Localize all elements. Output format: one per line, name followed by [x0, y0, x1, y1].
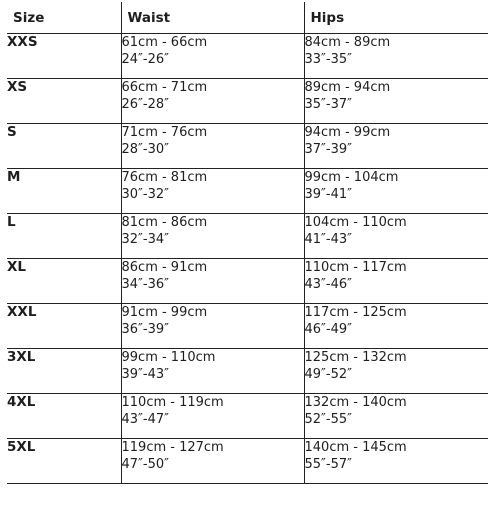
hips-cm: 84cm - 89cm [304, 34, 391, 50]
waist-cell [121, 438, 304, 483]
hips-in: 43″-46″ [304, 276, 352, 292]
table-row [7, 438, 488, 483]
hips-cm: 117cm - 125cm [304, 304, 407, 320]
size-cell: 5XL [7, 438, 121, 483]
waist-cell [121, 168, 304, 213]
size-cell: S [7, 123, 121, 168]
hips-in: 41″-43″ [304, 231, 352, 247]
hips-cm: 140cm - 145cm [304, 439, 407, 455]
waist-in: 47″-50″ [121, 456, 169, 472]
hips-cm: 104cm - 110cm [304, 214, 407, 230]
waist-cell [121, 33, 304, 78]
hips-in: 39″-41″ [304, 186, 352, 202]
waist-cm: 66cm - 71cm [121, 79, 208, 95]
waist-in: 43″-47″ [121, 411, 169, 427]
hips-in: 55″-57″ [304, 456, 352, 472]
waist-cell [121, 78, 304, 123]
header-size: Size [7, 2, 121, 33]
hips-in: 35″-37″ [304, 96, 352, 112]
size-cell: XXS [7, 33, 121, 78]
table-row [7, 168, 488, 213]
hips-in: 49″-52″ [304, 366, 352, 382]
hips-cell [304, 168, 488, 213]
hips-cell [304, 438, 488, 483]
size-chart-table [7, 2, 488, 484]
waist-cm: 71cm - 76cm [121, 124, 208, 140]
waist-in: 34″-36″ [121, 276, 169, 292]
hips-in: 37″-39″ [304, 141, 352, 157]
waist-in: 26″-28″ [121, 96, 169, 112]
hips-cell [304, 213, 488, 258]
header-waist: Waist [121, 2, 304, 33]
waist-cell [121, 348, 304, 393]
waist-cm: 119cm - 127cm [121, 439, 224, 455]
table-row [7, 78, 488, 123]
waist-cm: 61cm - 66cm [121, 34, 208, 50]
hips-cell [304, 393, 488, 438]
waist-cell [121, 258, 304, 303]
hips-in: 33″-35″ [304, 51, 352, 67]
size-rows [7, 33, 488, 483]
hips-cm: 110cm - 117cm [304, 259, 407, 275]
size-cell: 4XL [7, 393, 121, 438]
hips-cm: 125cm - 132cm [304, 349, 407, 365]
waist-cm: 91cm - 99cm [121, 304, 208, 320]
size-cell: 3XL [7, 348, 121, 393]
hips-cm: 94cm - 99cm [304, 124, 391, 140]
hips-cell [304, 303, 488, 348]
hips-cell [304, 33, 488, 78]
hips-cm: 89cm - 94cm [304, 79, 391, 95]
table-row [7, 33, 488, 78]
hips-cell [304, 348, 488, 393]
hips-in: 52″-55″ [304, 411, 352, 427]
waist-in: 30″-32″ [121, 186, 169, 202]
waist-in: 39″-43″ [121, 366, 169, 382]
table-row [7, 303, 488, 348]
waist-in: 32″-34″ [121, 231, 169, 247]
waist-cm: 99cm - 110cm [121, 349, 216, 365]
waist-in: 28″-30″ [121, 141, 169, 157]
size-cell: XS [7, 78, 121, 123]
waist-cell [121, 213, 304, 258]
size-cell: XXL [7, 303, 121, 348]
hips-cm: 132cm - 140cm [304, 394, 407, 410]
size-cell: XL [7, 258, 121, 303]
waist-cell [121, 123, 304, 168]
header-hips: Hips [304, 2, 488, 33]
waist-cell [121, 393, 304, 438]
hips-cell [304, 123, 488, 168]
table-row [7, 258, 488, 303]
table-row [7, 213, 488, 258]
waist-cm: 81cm - 86cm [121, 214, 208, 230]
size-cell: M [7, 168, 121, 213]
table-row [7, 393, 488, 438]
hips-cell [304, 258, 488, 303]
size-cell: L [7, 213, 121, 258]
hips-in: 46″-49″ [304, 321, 352, 337]
waist-in: 24″-26″ [121, 51, 169, 67]
hips-cell [304, 78, 488, 123]
waist-cm: 76cm - 81cm [121, 169, 208, 185]
table-row [7, 123, 488, 168]
waist-in: 36″-39″ [121, 321, 169, 337]
waist-cm: 110cm - 119cm [121, 394, 224, 410]
hips-cm: 99cm - 104cm [304, 169, 399, 185]
waist-cell [121, 303, 304, 348]
waist-cm: 86cm - 91cm [121, 259, 208, 275]
header-row [7, 2, 488, 33]
table-row [7, 348, 488, 393]
